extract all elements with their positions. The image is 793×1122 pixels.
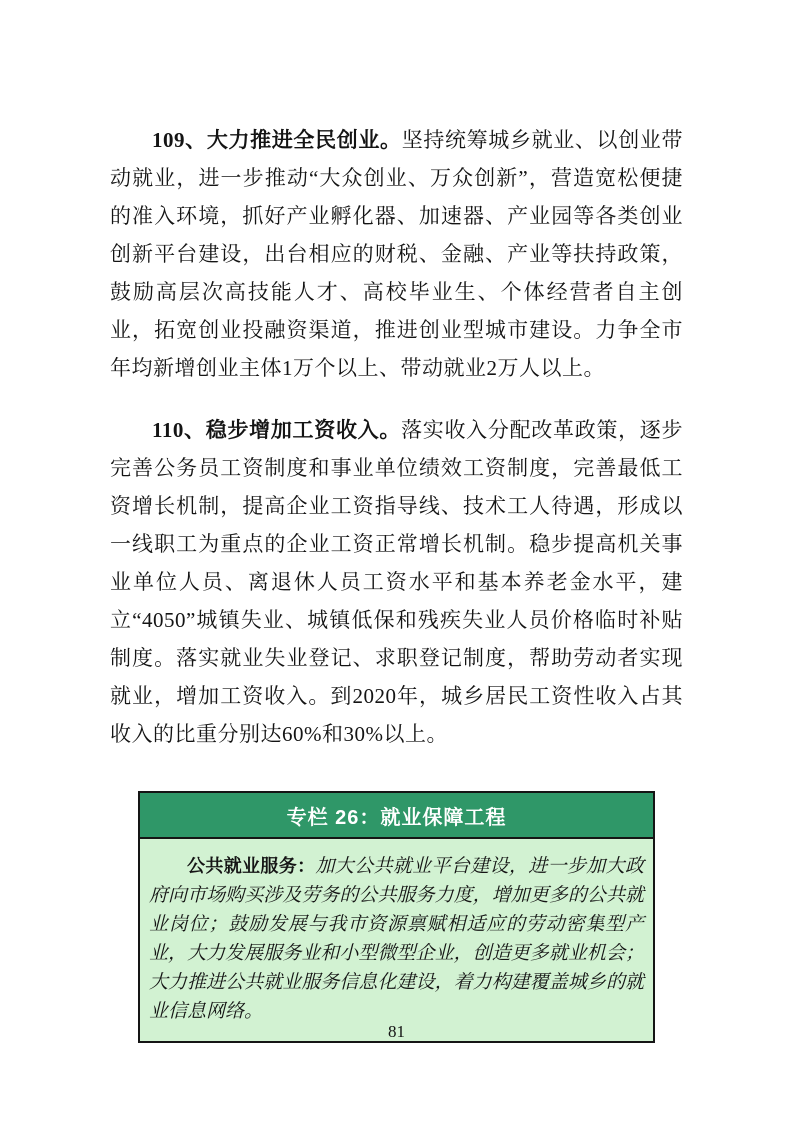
- paragraph-109-heading: 大力推进全民创业。: [206, 128, 402, 152]
- paragraph-109-number: 109、: [152, 128, 207, 152]
- callout-box-text: 加大公共就业平台建设，进一步加大政府向市场购买涉及劳务的公共服务力度，增加更多的公共就业岗位；鼓励发展与我市资源禀赋相适应的劳动密集型产业，大力发展服务业和小型微型企业，创造更多就业机会；大力推进公共就业服务信息化建设，着力构建覆盖城乡的就业信息网络。: [149, 856, 644, 1022]
- callout-box-header: [140, 793, 653, 839]
- callout-box-title: 专栏 26：就业保障工程: [286, 806, 507, 829]
- callout-box-lead: 公共就业服务：: [187, 856, 316, 876]
- callout-box-employment-security: [138, 791, 655, 1043]
- paragraph-109-body: 坚持统筹城乡就业、以创业带动就业，进一步推动“大众创业、万众创新”，营造宽松便捷的准入环境，抓好产业孵化器、加速器、产业园等各类创业创新平台建设，出台相应的财税、金融、产业等扶持政策，鼓励高层次高技能人才、高校毕业生、个体经营者自主创业，拓宽创业投融资渠道，推进创业型城市建设。力争全市年均新增创业主体1万个以上、带动就业2万人以上。: [110, 128, 684, 380]
- page-content: [110, 121, 683, 1043]
- paragraph-110-heading: 稳步增加工资收入。: [205, 418, 402, 442]
- paragraph-109: [110, 121, 683, 387]
- paragraph-110: [110, 411, 683, 753]
- paragraph-110-body: 落实收入分配改革政策，逐步完善公务员工资制度和事业单位绩效工资制度，完善最低工资增长机制，提高企业工资指导线、技术工人待遇，形成以一线职工为重点的企业工资正常增长机制。稳步提高机关事业单位人员、离退休人员工资水平和基本养老金水平，建立“4050”城镇失业、城镇低保和残疾失业人员价格临时补贴制度。落实就业失业登记、求职登记制度，帮助劳动者实现就业，增加工资收入。到2020年，城乡居民工资性收入占其收入的比重分别达60%和30%以上。: [110, 418, 684, 746]
- paragraph-110-number: 110、: [152, 418, 206, 442]
- callout-box-body: [140, 839, 653, 1041]
- page-number: 81: [388, 1022, 405, 1041]
